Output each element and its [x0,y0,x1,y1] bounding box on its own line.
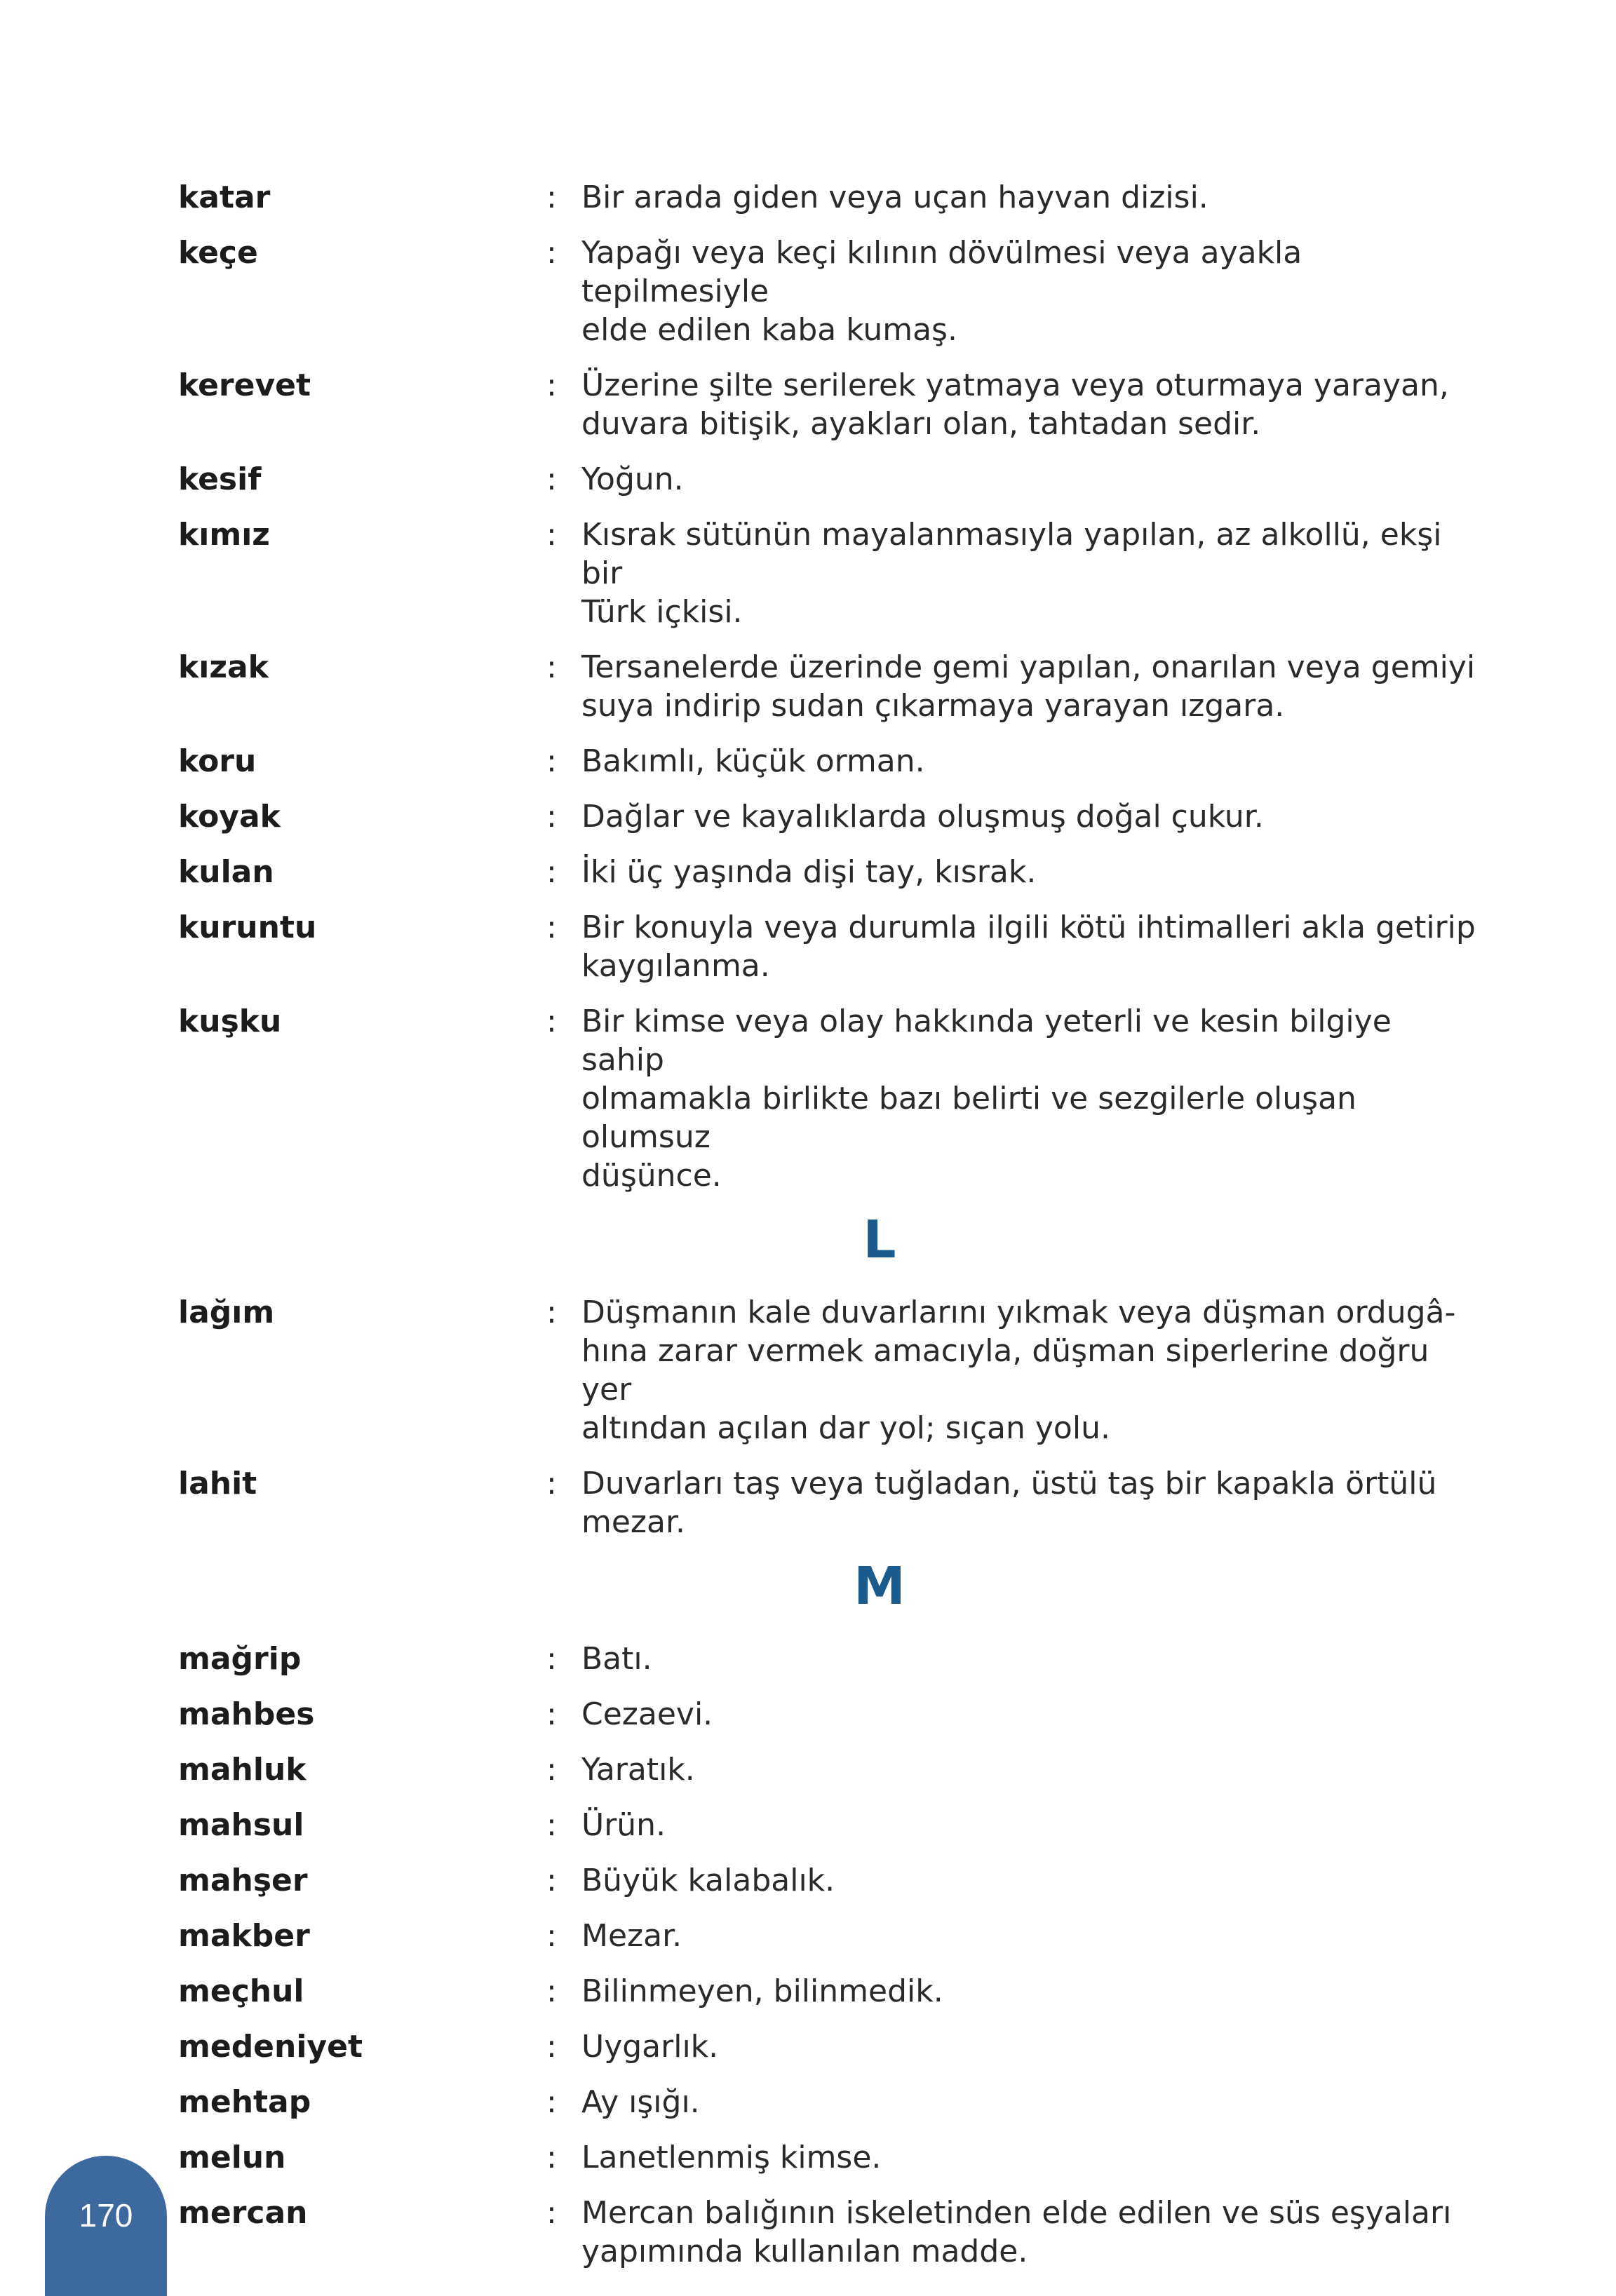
entry-definition: Cezaevi. [581,1696,713,1732]
entry-definition: Uygarlık. [581,2029,719,2065]
entry-term: meçhul [178,1973,304,2009]
entry-term: mağrip [178,1641,302,1677]
glossary-entry [178,2194,1483,2271]
glossary-entry [178,797,1483,836]
entry-definition: Bilinmeyen, bilinmedik. [581,1973,943,2009]
entry-definition: Büyük kalabalık. [581,1863,835,1898]
entry-separator: : [546,2029,557,2065]
glossary-entry [178,1806,1483,1844]
glossary-entry [178,366,1483,443]
entry-definition: Lanetlenmiş kimse. [581,2140,882,2175]
entry-definition: Ay ışığı. [581,2084,700,2120]
entry-separator: : [546,1004,557,1039]
entry-definition: Duvarları taş veya tuğladan, üstü taş bir kapakla örtülü mezar. [581,1466,1437,1540]
entry-term: melun [178,2140,286,2175]
entry-term: koyak [178,799,281,835]
glossary-entry [178,1464,1483,1541]
page-number-tab [45,2156,167,2296]
entry-term: kerevet [178,367,311,403]
page-number: 170 [79,2197,133,2234]
entry-term: mahbes [178,1696,315,1732]
entry-term: mahşer [178,1863,308,1898]
letter-heading: M [854,1556,905,1616]
entry-separator: : [546,1807,557,1843]
entry-term: kuşku [178,1004,282,1039]
entry-term: koru [178,743,257,779]
entry-definition: Bakımlı, küçük orman. [581,743,925,779]
glossary-entry [178,1640,1483,1678]
entry-separator: : [546,799,557,835]
entry-term: mahsul [178,1807,304,1843]
entry-definition: Tersanelerde üzerinde gemi yapılan, onarılan veya gemiyi suya indirip sudan çıkarmaya yarayan ızgara. [581,649,1476,724]
entry-definition: Mezar. [581,1918,682,1954]
entry-separator: : [546,649,557,685]
entry-separator: : [546,743,557,779]
entry-term: mahluk [178,1752,307,1788]
entry-separator: : [546,180,557,215]
glossary-entry [178,1750,1483,1789]
glossary-entry [178,742,1483,781]
glossary-entry [178,1972,1483,2011]
entry-term: katar [178,180,271,215]
entry-term: mercan [178,2195,308,2231]
entry-definition: İki üç yaşında dişi tay, kısrak. [581,854,1037,890]
entry-separator: : [546,2195,557,2231]
glossary-entry [178,853,1483,891]
entry-definition: Düşmanın kale duvarlarını yıkmak veya düşman ordugâ- hına zarar vermek amacıyla, düşman siperlerine doğru yer altından açılan dar yol; sıçan yolu. [581,1295,1456,1446]
entry-definition: Mercan balığının iskeletinden elde edilen ve süs eşyaları yapımında kullanılan madde. [581,2195,1452,2269]
entry-separator: : [546,1295,557,1330]
entry-term: lağım [178,1295,275,1330]
entry-separator: : [546,235,557,271]
entry-definition: Yapağı veya keçi kılının dövülmesi veya ayakla tepilmesiyle elde edilen kaba kumaş. [581,235,1302,348]
letter-heading: L [863,1210,896,1270]
entry-separator: : [546,910,557,945]
entry-term: lahit [178,1466,257,1501]
glossary-entry [178,178,1483,217]
entry-separator: : [546,367,557,403]
entry-separator: : [546,461,557,497]
entry-term: mehtap [178,2084,311,2120]
entry-definition: Yaratık. [581,1752,695,1788]
entry-term: kesif [178,461,262,497]
entry-term: kuruntu [178,910,317,945]
glossary-entry [178,1861,1483,1900]
entry-definition: Ürün. [581,1807,666,1843]
entry-separator: : [546,2140,557,2175]
glossary-entry [178,1293,1483,1447]
glossary-entry [178,460,1483,499]
glossary-entry [178,908,1483,985]
entry-separator: : [546,1696,557,1732]
glossary-entry [178,2138,1483,2177]
entry-separator: : [546,1641,557,1677]
entry-separator: : [546,1973,557,2009]
entry-separator: : [546,1863,557,1898]
glossary-entry [178,1917,1483,1955]
entry-definition: Yoğun. [581,461,684,497]
glossary-entry [178,648,1483,725]
entry-definition: Bir konuyla veya durumla ilgili kötü ihtimalleri akla getirip kaygılanma. [581,910,1476,984]
glossary [178,178,1483,2288]
entry-separator: : [546,1918,557,1954]
entry-separator: : [546,2084,557,2120]
entry-separator: : [546,854,557,890]
glossary-entry [178,1695,1483,1734]
entry-separator: : [546,517,557,553]
entry-definition: Bir arada giden veya uçan hayvan dizisi. [581,180,1208,215]
entry-separator: : [546,1752,557,1788]
entry-definition: Kısrak sütünün mayalanmasıyla yapılan, az alkollü, ekşi bir Türk içkisi. [581,517,1442,630]
glossary-entry [178,1002,1483,1195]
glossary-entry [178,2027,1483,2066]
entry-definition: Bir kimse veya olay hakkında yeterli ve kesin bilgiye sahip olmamakla birlikte bazı belirti ve sezgilerle oluşan olumsuz düşünce. [581,1004,1392,1194]
glossary-entry [178,515,1483,631]
entry-term: kızak [178,649,269,685]
entry-definition: Dağlar ve kayalıklarda oluşmuş doğal çukur. [581,799,1264,835]
entry-term: keçe [178,235,258,271]
glossary-entry [178,2083,1483,2121]
entry-term: kımız [178,517,270,553]
entry-term: kulan [178,854,274,890]
glossary-entry [178,234,1483,349]
entry-term: medeniyet [178,2029,363,2065]
entry-term: makber [178,1918,310,1954]
entry-definition: Batı. [581,1641,652,1677]
entry-definition: Üzerine şilte serilerek yatmaya veya oturmaya yarayan, duvara bitişik, ayakları olan, tahtadan sedir. [581,367,1449,442]
entry-separator: : [546,1466,557,1501]
